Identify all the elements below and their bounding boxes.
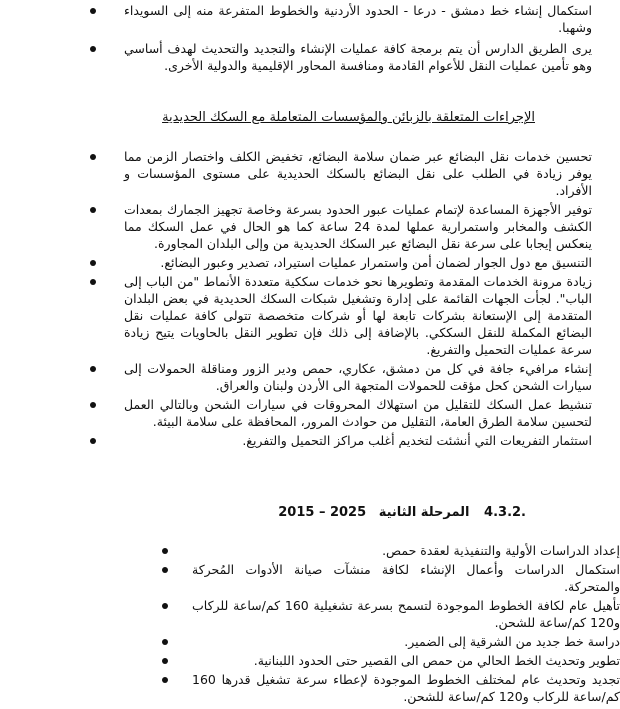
list-item: زيادة مرونة الخدمات المقدمة وتطويرها نحو خدمات سككية متعددة الأنماط "من الباب إلى الباب". لجأت الجهات القائمة على إدارة وتشغيل شبكات السكك الحديدية في بعض البلدان المتقدمة إلى الإستعانة بشركات تابعة لها أو شركات متخصصة تتولى كافة عمليات نقل البضائع المكملة للنقل السككي. بالإضافة إلى ذلك فإن تطوير النقل بالحاويات يتيح زيادة سرعة عمليات التحميل والتفريغ. bbox=[0, 273, 620, 358]
bullet-icon bbox=[162, 567, 168, 573]
list-item: تأهيل عام لكافة الخطوط الموجودة لتسمح بسرعة تشغيلية 160 كم/ساعة للركاب و120 كم/ساعة للشحن. bbox=[0, 597, 620, 631]
list-item: تجديد وتحديث عام لمختلف الخطوط الموجودة لإعطاء سرعة تشغيل قدرها 160 كم/ساعة للركاب و120 كم/ساعة للشحن. bbox=[0, 671, 620, 705]
bullet-icon bbox=[162, 639, 168, 645]
phase-number: 4.3.2. bbox=[484, 505, 526, 520]
list-item: تطوير وتحديث الخط الحالي من حمص الى القصير حتى الحدود اللبنانية. bbox=[0, 652, 620, 669]
list-item: تحسين خدمات نقل البضائع عبر ضمان سلامة البضائع، تخفيض الكلف واختصار الزمن مما يوفر زيادة في الطلب على نقل البضائع بالسكك الحديدية على مستوى المؤسسات و الأفراد. bbox=[0, 148, 620, 199]
bullet-icon bbox=[162, 658, 168, 664]
bullet-icon bbox=[90, 438, 96, 444]
bullet-icon bbox=[90, 154, 96, 160]
bullet-icon bbox=[90, 279, 96, 285]
list-item: إنشاء مرافيء جافة في كل من دمشق، عكاري، حمص ودير الزور ومناقلة الحمولات إلى سيارات الشحن كحل مؤقت للحمولات المتجهة الى الأردن ولبنان والعراق. bbox=[0, 360, 620, 394]
phase-title: المرحلة الثانية bbox=[378, 505, 470, 520]
list-item: التنسيق مع دول الجوار لضمان أمن واستمرار عمليات استيراد، تصدير وعبور البضائع. bbox=[0, 254, 620, 271]
section-heading: الإجراءات المتعلقة بالزبائن والمؤسسات المتعاملة مع السكك الحديدية bbox=[162, 110, 535, 125]
bullet-icon bbox=[90, 260, 96, 266]
bullet-icon bbox=[162, 677, 168, 683]
list-item: يرى الطريق الدارس أن يتم برمجة كافة عمليات الإنشاء والتجديد والتحديث لهدف أساسي وهو تأمين عمليات النقل للأعوام القادمة ومنافسة المحاور الإقليمية والدولية الأخرى. bbox=[0, 40, 620, 74]
bullet-icon bbox=[90, 207, 96, 213]
bullet-icon bbox=[162, 548, 168, 554]
list-item: استثمار التفريعات التي أنشئت لتخديم أغلب مراكز التحميل والتفريغ. bbox=[0, 432, 620, 449]
list-item: استكمال إنشاء خط دمشق - درعا - الحدود الأردنية والخطوط المتفرعة منه إلى السويداء وشهبا. bbox=[0, 2, 620, 36]
list-item: استكمال الدراسات وأعمال الإنشاء لكافة منشآت صيانة الأدوات المُحركة والمتحركة. bbox=[0, 561, 620, 595]
list-item: تنشيط عمل السكك للتقليل من استهلاك المحروقات في سيارات الشحن وبالتالي العمل لتحسين سلامة الطرق العامة، التقليل من حوادث المرور، المحافظة على سلامة البيئة. bbox=[0, 396, 620, 430]
list-item: إعداد الدراسات الأولية والتنفيذية لعقدة حمص. bbox=[0, 542, 620, 559]
list-item: توفير الأجهزة المساعدة لإتمام عمليات عبور الحدود بسرعة وخاصة تجهيز الجمارك بمعدات الكشف والمخابر واستمرارية عملها لمدة 24 ساعة كما هو الحال في عمل السكك مما ينعكس إيجابا على سرعة نقل البضائع عبر السكك الحديدية من وإلى البلدان المجاورة. bbox=[0, 201, 620, 252]
bullet-icon bbox=[90, 402, 96, 408]
bullet-icon bbox=[90, 366, 96, 372]
list-item: دراسة خط جديد من الشرقية إلى الضمير. bbox=[0, 633, 620, 650]
bullet-icon bbox=[90, 8, 96, 14]
phase-years: 2015 – 2025 bbox=[278, 505, 367, 520]
phase-bullet-list bbox=[0, 542, 620, 705]
measures-bullet-list bbox=[0, 148, 620, 449]
bullet-icon bbox=[162, 603, 168, 609]
phase-heading bbox=[270, 505, 526, 520]
top-bullet-list bbox=[0, 2, 620, 74]
bullet-icon bbox=[90, 46, 96, 52]
